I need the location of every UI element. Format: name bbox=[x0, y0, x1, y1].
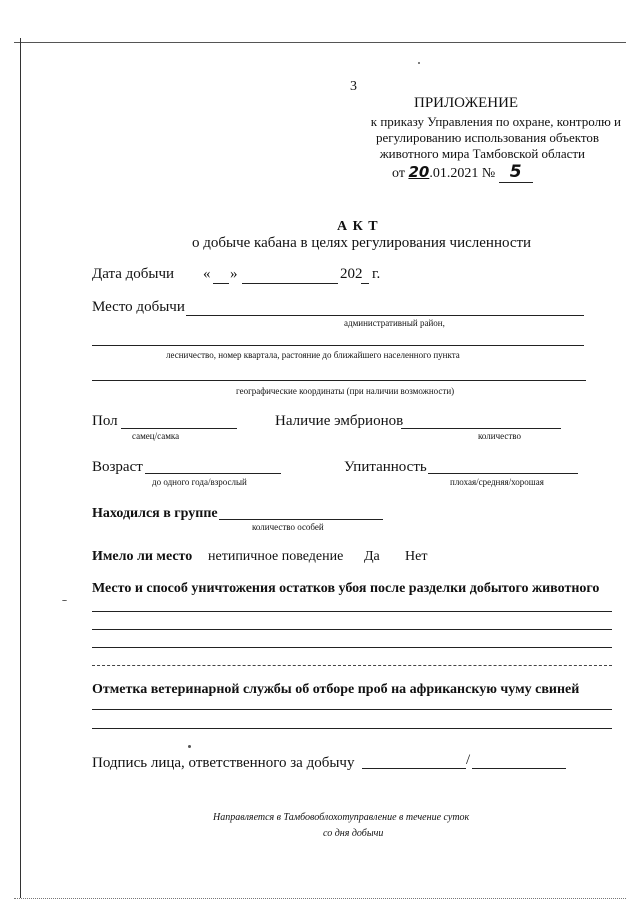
sex-label: Пол bbox=[92, 413, 118, 429]
remains-field-4[interactable] bbox=[92, 665, 612, 666]
atypical-value: нетипичное поведение bbox=[208, 549, 344, 564]
sex-hint: самец/самка bbox=[132, 431, 180, 441]
vet-label: Отметка ветеринарной службы об отборе проб на африканскую чуму свиней bbox=[92, 682, 580, 697]
date-open-quote: « bbox=[203, 266, 211, 282]
header-line-3: животного мира Тамбовской области bbox=[379, 146, 585, 161]
remains-field-1[interactable] bbox=[92, 611, 612, 612]
date-rest: .01.2021 № bbox=[429, 166, 496, 181]
age-label: Возраст bbox=[92, 459, 143, 475]
sex-field[interactable] bbox=[121, 428, 237, 429]
signature-name-field[interactable] bbox=[472, 768, 566, 769]
place-hint-coords: географические координаты (при наличии возможности) bbox=[236, 386, 455, 396]
place-field-2[interactable] bbox=[92, 345, 584, 346]
order-date bbox=[392, 162, 533, 183]
header-line-1: к приказу Управления по охране, контролю и bbox=[370, 114, 621, 129]
fatness-field[interactable] bbox=[428, 473, 578, 474]
page-number: 3 bbox=[350, 79, 357, 94]
scan-speck bbox=[62, 600, 67, 601]
fatness-hint: плохая/средняя/хорошая bbox=[450, 477, 544, 487]
scan-speck bbox=[418, 62, 420, 64]
place-hint-district: административный район, bbox=[344, 318, 445, 328]
scan-bottom-edge bbox=[14, 898, 626, 899]
date-month-field[interactable] bbox=[242, 283, 338, 284]
date-prefix: от bbox=[392, 166, 405, 181]
atypical-no-option[interactable]: Нет bbox=[405, 549, 428, 564]
footer-line-1: Направляется в Тамбовоблохотуправление в течение суток bbox=[213, 812, 470, 823]
embryos-field[interactable] bbox=[401, 428, 561, 429]
vet-field-1[interactable] bbox=[92, 709, 612, 710]
act-subtitle: о добыче кабана в целях регулирования численности bbox=[192, 235, 532, 251]
remains-label: Место и способ уничтожения остатков убоя после разделки добытого животного bbox=[92, 581, 600, 596]
date-year: 202 bbox=[340, 266, 363, 282]
group-label: Находился в группе bbox=[92, 506, 218, 521]
date-year-suffix: г. bbox=[372, 266, 381, 282]
date-year-field[interactable] bbox=[361, 283, 369, 284]
date-label: Дата добычи bbox=[92, 266, 175, 282]
date-close-quote: » bbox=[230, 266, 238, 282]
age-field[interactable] bbox=[145, 473, 281, 474]
fatness-label: Упитанность bbox=[344, 459, 427, 475]
vet-field-2[interactable] bbox=[92, 728, 612, 729]
group-hint: количество особей bbox=[252, 522, 324, 532]
embryos-hint: количество bbox=[478, 431, 521, 441]
date-day-field[interactable] bbox=[213, 283, 229, 284]
scan-speck bbox=[188, 745, 191, 748]
signature-field[interactable] bbox=[362, 768, 466, 769]
place-label: Место добычи bbox=[92, 299, 185, 315]
age-hint: до одного года/взрослый bbox=[152, 477, 247, 487]
remains-field-2[interactable] bbox=[92, 629, 612, 630]
signature-label: Подпись лица, ответственного за добычу bbox=[92, 755, 355, 771]
group-field[interactable] bbox=[219, 519, 383, 520]
remains-field-3[interactable] bbox=[92, 647, 612, 648]
appendix-title: ПРИЛОЖЕНИЕ bbox=[414, 95, 519, 111]
place-field-1[interactable] bbox=[186, 315, 584, 316]
scan-top-edge bbox=[14, 42, 626, 43]
signature-slash: / bbox=[466, 752, 471, 768]
place-coords-field[interactable] bbox=[92, 380, 586, 381]
scan-left-edge bbox=[20, 38, 21, 898]
footer-line-2: со дня добычи bbox=[323, 828, 384, 839]
act-title: А К Т bbox=[337, 219, 379, 234]
embryos-label: Наличие эмбрионов bbox=[275, 413, 404, 429]
atypical-label: Имело ли место bbox=[92, 549, 193, 564]
header-line-2: регулированию использования объектов bbox=[375, 130, 599, 145]
order-number-handwritten: 5 bbox=[499, 162, 533, 183]
place-hint-forest: лесничество, номер квартала, растояние до ближайшего населенного пункта bbox=[166, 350, 460, 360]
date-day-handwritten: 20 bbox=[408, 163, 430, 181]
atypical-yes-option[interactable]: Да bbox=[364, 549, 380, 564]
